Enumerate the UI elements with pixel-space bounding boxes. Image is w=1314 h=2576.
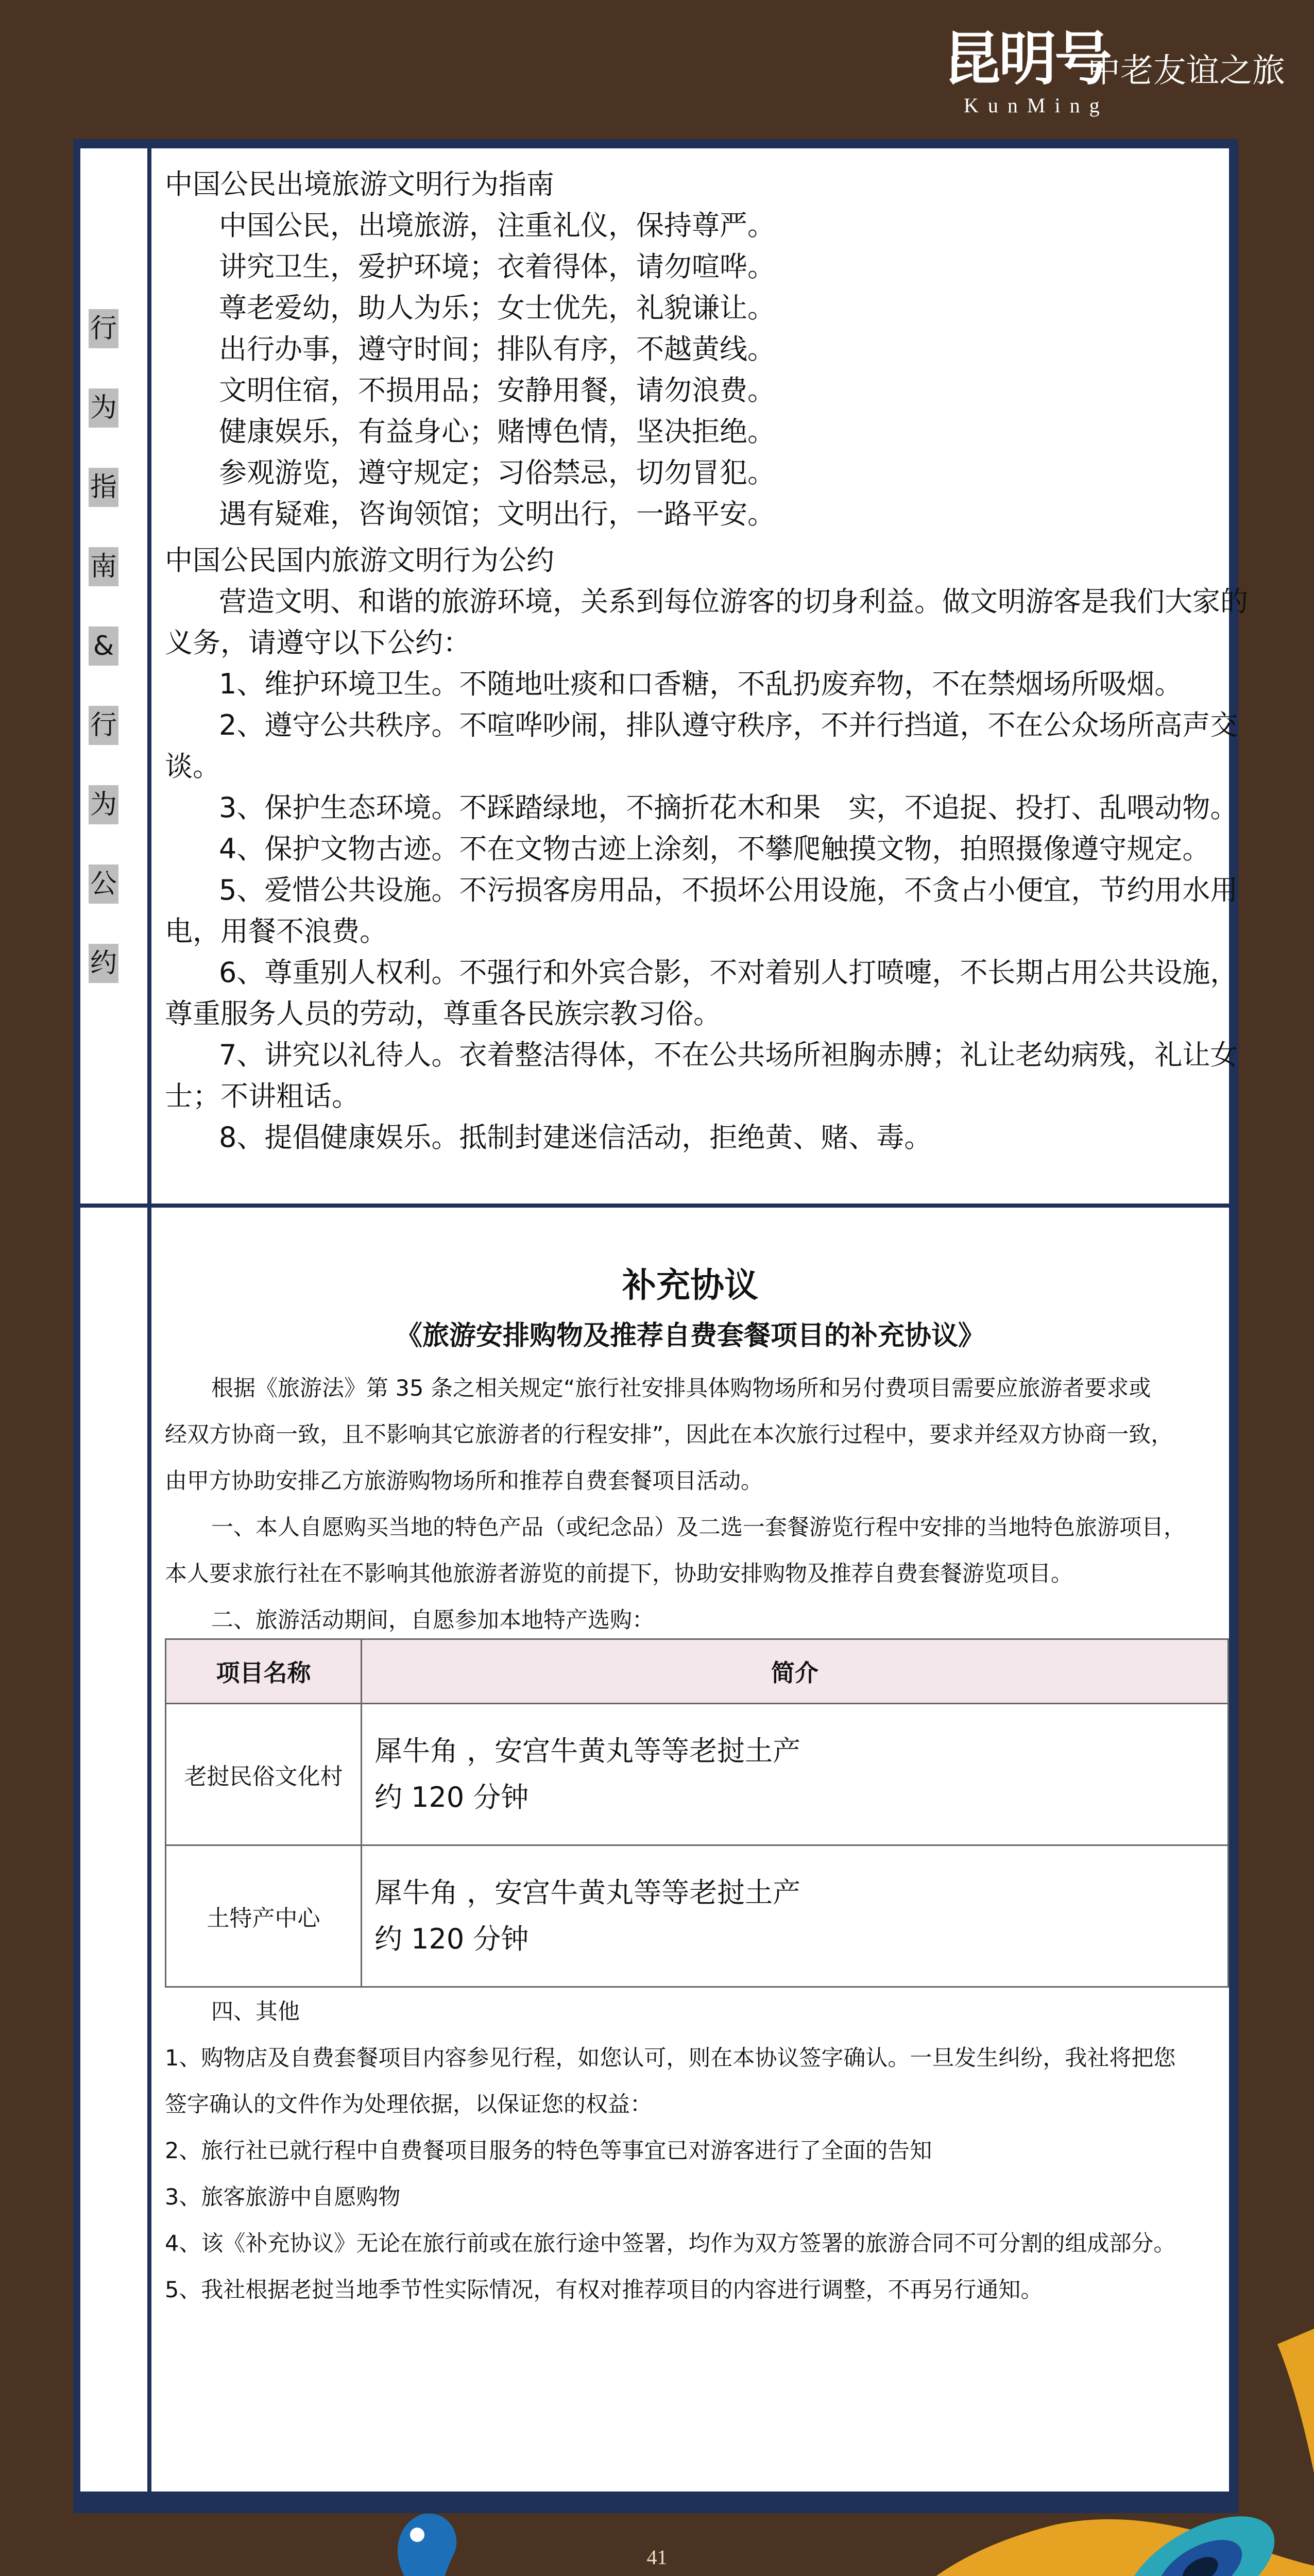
convention-item: 谈。 [165,750,220,783]
agreement-paragraph: 一、本人自愿购买当地的特色产品（或纪念品）及二选一套餐游览行程中安排的当地特色旅游项目， [211,1515,1186,1540]
shopping-table [165,1638,1229,1988]
side-label-char: 南 [89,547,118,586]
table-row [166,1704,1228,1845]
guide-line: 尊老爱幼，助人为乐；女士优先，礼貌谦让。 [219,292,775,324]
convention-item: 电，用餐不浪费。 [165,915,387,947]
convention-item: 1、维护环境卫生。不随地吐痰和口香糖，不乱扔废弃物，不在禁烟场所吸烟。 [219,668,1183,700]
section-divider [80,1204,1229,1208]
table-cell-desc [362,1845,1228,1987]
side-label-char: 约 [89,944,118,983]
desc-line: 犀牛角 ，安宫牛黄丸等等老挝土产 [374,1735,801,1767]
table-row [166,1845,1228,1987]
table-cell-name: 土特产中心 [166,1845,362,1987]
convention-item: 尊重服务人员的劳动，尊重各民族宗教习俗。 [165,997,721,1030]
guide-title: 中国公民出境旅游文明行为指南 [165,168,554,200]
guide-line: 中国公民，出境旅游，注重礼仪，保持尊严。 [219,209,775,242]
convention-item: 2、遵守公共秩序。不喧哗吵闹，排队遵守秩序，不并行挡道，不在公众场所高声交 [219,709,1238,741]
table-header: 项目名称 [166,1639,362,1704]
convention-intro: 营造文明、和谐的旅游环境，关系到每位游客的切身利益。做文明游客是我们大家的 [219,585,1248,618]
convention-intro: 义务，请遵守以下公约： [165,626,471,659]
side-label-char: 行 [89,309,118,348]
other-title: 四、其他 [211,1999,300,2025]
desc-line: 约 120 分钟 [374,1781,529,1814]
other-item: 5、我社根据老挝当地季节性实际情况，有权对推荐项目的内容进行调整，不再另行通知。 [165,2277,1043,2303]
other-item: 2、旅行社已就行程中自费餐项目服务的特色等事宜已对游客进行了全面的告知 [165,2138,932,2164]
agreement-paragraph: 本人要求旅行社在不影响其他旅游者游览的前提下，协助安排购物及推荐自费套餐游览项目。 [165,1561,1073,1587]
convention-item: 8、提倡健康娱乐。抵制封建迷信活动，拒绝黄、赌、毒。 [219,1121,932,1154]
convention-item: 4、保护文物古迹。不在文物古迹上涂刻，不攀爬触摸文物，拍照摄像遵守规定。 [219,833,1210,865]
convention-item: 6、尊重别人权利。不强行和外宾合影，不对着别人打喷嚏，不长期占用公共设施， [219,956,1238,989]
other-item: 4、该《补充协议》无论在旅行前或在旅行途中签署，均作为双方签署的旅游合同不可分割的组成部分。 [165,2231,1176,2257]
table-cell-desc [362,1704,1228,1845]
guide-line: 文明住宿，不损用品；安静用餐，请勿浪费。 [219,374,775,406]
brand-logo [943,25,1293,117]
side-label-char: 为 [89,785,118,824]
desc-line: 犀牛角 ，安宫牛黄丸等等老挝土产 [374,1876,801,1909]
agreement-paragraph: 由甲方协助安排乙方旅游购物场所和推荐自费套餐项目活动。 [165,1468,763,1494]
desc-line: 约 120 分钟 [374,1923,529,1955]
brand-subtitle: 中老友谊之旅 [1087,52,1285,90]
column-divider [147,148,151,2492]
convention-item: 5、爱惜公共设施。不污损客房用品，不损坏公用设施，不贪占小便宜，节约用水用 [219,874,1238,906]
other-item: 3、旅客旅游中自愿购物 [165,2184,401,2210]
convention-item: 3、保护生态环境。不踩踏绿地，不摘折花木和果 实，不追捉、投打、乱喂动物。 [219,791,1238,824]
side-label-char: & [89,626,118,666]
guide-line: 健康娱乐，有益身心；赌博色情，坚决拒绝。 [219,415,775,448]
agreement-paragraph: 经双方协商一致，且不影响其它旅游者的行程安排”，因此在本次旅行过程中，要求并经双方协商一致， [165,1422,1173,1448]
agreement-paragraph: 根据《旅游法》第 35 条之相关规定“旅行社安排具体购物场所和另付费项目需要应旅游者要求或 [211,1376,1151,1401]
guide-line: 参观游览，遵守规定；习俗禁忌，切勿冒犯。 [219,456,775,489]
other-item: 1、购物店及自费套餐项目内容参见行程，如您认可，则在本协议签字确认。一旦发生纠纷，我社将把您 [165,2045,1176,2071]
page-number: 41 [646,2546,668,2569]
convention-item: 7、讲究以礼待人。衣着整洁得体，不在公共场所袒胸赤膊；礼让老幼病残，礼让女 [219,1039,1238,1071]
brand-logo-text: 昆明号 [943,25,1110,93]
convention-title: 中国公民国内旅游文明行为公约 [165,544,554,577]
side-label-char: 为 [89,388,118,428]
table-header: 简介 [362,1639,1228,1704]
agreement-paragraph: 二、旅游活动期间，自愿参加本地特产选购： [211,1607,654,1633]
brand-english: KunMing [964,94,1109,117]
agreement-title: 补充协议 [622,1265,758,1305]
side-label-char: 公 [89,865,118,904]
guide-line: 遇有疑难，咨询领馆；文明出行，一路平安。 [219,498,775,530]
table-header-row [166,1639,1228,1704]
table-cell-name: 老挝民俗文化村 [166,1704,362,1845]
side-label-char: 行 [89,706,118,745]
agreement-subtitle: 《旅游安排购物及推荐自费套餐项目的补充协议》 [395,1320,985,1351]
side-label-char: 指 [89,468,118,507]
convention-item: 士；不讲粗话。 [165,1080,360,1112]
guide-line: 出行办事，遵守时间；排队有序，不越黄线。 [219,333,775,365]
guide-line: 讲究卫生，爱护环境；衣着得体，请勿喧哗。 [219,250,775,283]
other-item: 签字确认的文件作为处理依据，以保证您的权益： [165,2092,652,2117]
